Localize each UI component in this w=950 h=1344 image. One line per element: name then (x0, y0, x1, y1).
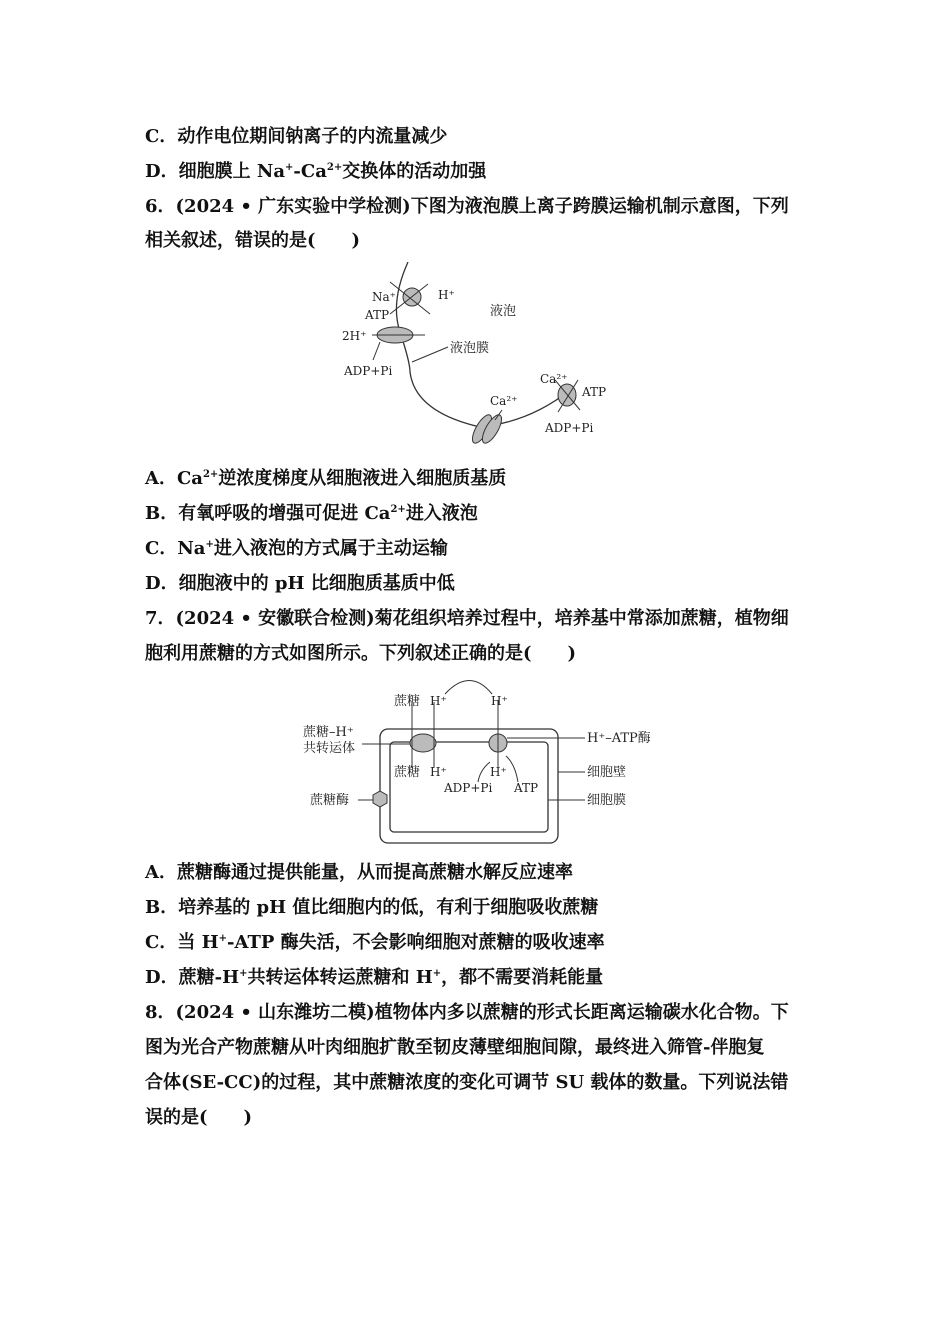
ca-channel-label: Ca²⁺ (490, 394, 518, 408)
q7-figure-sucrose-transport-diagram (300, 672, 665, 852)
h-top-label-1: H⁺ (430, 694, 447, 708)
q6-option-a-text: 逆浓度梯度从细胞液进入细胞质基质 (218, 468, 507, 489)
q7-option-b: B．培养基的 pH 值比细胞内的低，有利于细胞吸收蔗糖 (145, 897, 599, 918)
atp-label: ATP (365, 308, 390, 322)
q7-option-c-text: C．当 H (145, 932, 219, 953)
q7-option-c-text: -ATP 酶失活，不会影响细胞对蔗糖的吸收速率 (227, 932, 605, 953)
q7-option-c (145, 931, 605, 955)
q8-stem-line-1: 8．(2024 • 山东潍坊二模)植物体内多以蔗糖的形式长距离运输碳水化合物。下 (145, 1002, 789, 1023)
adp-label: ADP+Pi (344, 364, 393, 378)
q5-option-c (145, 125, 447, 149)
adp2-label: ADP+Pi (545, 421, 594, 435)
q6-option-d: D．细胞液中的 pH 比细胞质基质中低 (145, 573, 455, 594)
adp-label: ADP+Pi (444, 781, 493, 795)
q7-stem-line-1: 7．(2024 • 安徽联合检测)菊花组织培养过程中，培养基中常添加蔗糖，植物细 (145, 608, 789, 629)
membrane-label: 细胞膜 (587, 793, 627, 808)
q8-stem-line-2: 图为光合产物蔗糖从叶肉细胞扩散至韧皮薄壁细胞间隙，最终进入筛管-伴胞复 (145, 1037, 765, 1058)
q7-option-d (145, 966, 603, 990)
q6-option-c-text: C．Na (145, 538, 206, 559)
ca-top-label: Ca²⁺ (540, 372, 568, 386)
sucrose-in-label: 蔗糖 (394, 765, 421, 780)
cotransporter-label-1: 蔗糖–H⁺ (303, 725, 354, 740)
q6-option-c-text: 进入液泡的方式属于主动运输 (213, 538, 448, 559)
q7-stem-line-2: 胞利用蔗糖的方式如图所示。下列叙述正确的是( ) (145, 643, 577, 664)
q7-option-a: A．蔗糖酶通过提供能量，从而提高蔗糖水解反应速率 (145, 862, 573, 883)
q6-stem-line-1: 6．(2024 • 广东实验中学检测)下图为液泡膜上离子跨膜运输机制示意图，下列 (145, 196, 789, 217)
q7-option-d-text: ，都不需要消耗能量 (441, 967, 604, 988)
h-label: H⁺ (438, 288, 455, 302)
superscript: + (205, 539, 214, 550)
q7-option-d-text: 共转运体转运蔗糖和 H (247, 967, 433, 988)
q5-option-d (145, 160, 486, 184)
h-in-label-2: H⁺ (490, 765, 507, 779)
cotransporter-label-2: 共转运体 (303, 741, 356, 756)
q6-figure-vacuole-diagram (330, 262, 630, 452)
q5-option-d-text: D．细胞膜上 Na (145, 161, 285, 182)
superscript: + (432, 968, 442, 979)
superscript: + (239, 968, 248, 979)
invertase-label: 蔗糖酶 (310, 793, 350, 808)
h-top-label-2: H⁺ (491, 694, 508, 708)
q6-option-c (145, 537, 448, 561)
q8-stem-line-4: 误的是( ) (145, 1107, 253, 1128)
q5-option-d-text: -Ca (293, 161, 327, 182)
q6-option-b-text: 进入液泡 (405, 503, 478, 524)
q6-option-a (145, 467, 506, 491)
invertase-enzyme (373, 791, 387, 807)
sucrose-top-label: 蔗糖 (394, 694, 421, 709)
na-label: Na⁺ (372, 290, 396, 304)
h-atpase-label: H⁺–ATP酶 (587, 731, 651, 746)
superscript: 2+ (326, 162, 343, 173)
superscript: + (285, 162, 294, 173)
q6-stem-line-2: 相关叙述，错误的是( ) (145, 230, 361, 251)
two-h-label: 2H⁺ (342, 329, 367, 343)
q6-option-a-text: A．Ca (145, 468, 203, 489)
atp2-label: ATP (582, 385, 607, 399)
q7-option-d-text: D．蔗糖-H (145, 967, 240, 988)
q6-option-b (145, 502, 478, 526)
tonoplast-label: 液泡膜 (450, 341, 490, 356)
atp-label: ATP (514, 781, 539, 795)
sucrose-h-cotransporter (410, 734, 436, 752)
superscript: 2+ (202, 469, 219, 480)
q5-option-d-text: 交换体的活动加强 (342, 161, 487, 182)
superscript: + (218, 933, 227, 944)
vacuole-label: 液泡 (490, 304, 517, 319)
cell-wall-label: 细胞壁 (587, 765, 627, 780)
q8-stem-line-3: 合体(SE-CC)的过程，其中蔗糖浓度的变化可调节 SU 载体的数量。下列说法错 (145, 1072, 789, 1093)
h-in-label-1: H⁺ (430, 765, 447, 779)
q5-option-c-text: C．动作电位期间钠离子的内流量减少 (145, 126, 448, 147)
q6-option-b-text: B．有氧呼吸的增强可促进 Ca (145, 503, 391, 524)
superscript: 2+ (390, 504, 406, 515)
